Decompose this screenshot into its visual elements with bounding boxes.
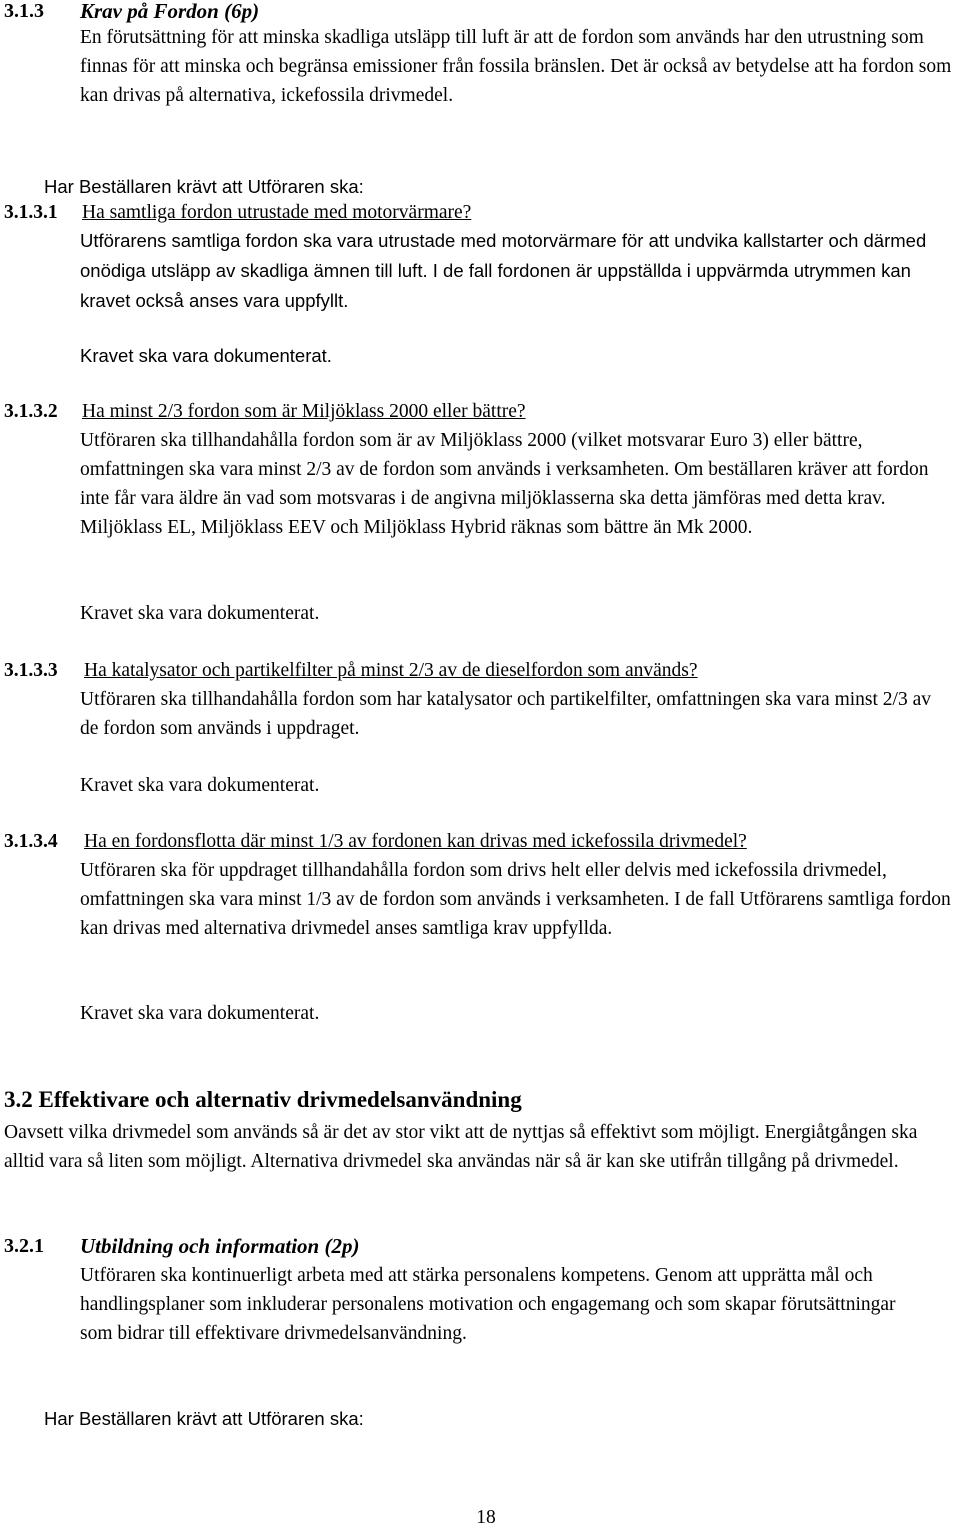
requirement-title: Ha en fordonsflotta där minst 1/3 av fordonen kan drivas med ickefossila drivmedel? [84, 831, 747, 852]
requirement-body: Utföraren ska tillhandahålla fordon som har katalysator och partikelfilter, omfattningen ska vara minst 2/3 av de fordon som används i uppdraget. [80, 689, 931, 739]
requirement-note: Kravet ska vara dokumenterat. [80, 603, 320, 624]
section-title: Krav på Fordon (6p) [80, 0, 260, 23]
requirement-title: Ha samtliga fordon utrustade med motorvärmare? [82, 202, 472, 223]
section-number: 3.2 [4, 1087, 33, 1112]
requirement-note: Kravet ska vara dokumenterat. [80, 345, 332, 366]
requirement-number: 3.1.3.3 [4, 660, 58, 681]
requirement-note: Kravet ska vara dokumenterat. [80, 775, 320, 796]
section-title: Utbildning och information (2p) [80, 1234, 360, 1258]
page-number: 18 [476, 1507, 496, 1528]
requirement-body: Utförarens samtliga fordon ska vara utrustade med motorvärmare för att undvika kallstarter och därmed onödiga utsläpp av skadliga ämnen till luft. I de fall fordonen är uppställda i uppvärmda utrymmen kan kravet också anses vara uppfyllt. [80, 230, 927, 311]
requirement-heading [4, 198, 472, 227]
requirement-body: Utföraren ska tillhandahålla fordon som är av Miljöklass 2000 (vilket motsvarar Euro 3) eller bättre, omfattningen ska vara minst 2/3 av de fordon som används i verksamheten. Om beställaren kräver att fordon inte får vara äldre än vad som motsvaras i de angivna miljöklasserna ska detta jämföras med detta krav. Miljöklass EL, Miljöklass EEV och Miljöklass Hybrid räknas som bättre än Mk 2000. [80, 430, 929, 538]
section-heading-3-1-3 [4, 0, 260, 26]
requirement-heading [4, 827, 747, 856]
requirement-number: 3.1.3.1 [4, 202, 58, 223]
requirement-title: Ha minst 2/3 fordon som är Miljöklass 2000 eller bättre? [82, 401, 526, 422]
requirement-lead: Har Beställaren krävt att Utföraren ska: [44, 176, 364, 197]
section-body: Oavsett vilka drivmedel som används så är det av stor vikt att de nyttjas så effektivt som möjligt. Energiåtgången ska alltid vara så liten som möjligt. Alternativa drivmedel ska användas när så är kan ske utifrån tillgång på drivmedel. [4, 1122, 918, 1172]
section-number: 3.1.3 [4, 0, 44, 22]
requirement-title: Ha katalysator och partikelfilter på minst 2/3 av de dieselfordon som används? [84, 660, 698, 681]
requirement-body: Utföraren ska för uppdraget tillhandahålla fordon som drivs helt eller delvis med ickefossila drivmedel, omfattningen ska vara minst 1/3 av de fordon som används i verksamheten. I de fall Utförarens samtliga fordon kan drivas med alternativa drivmedel anses samtliga krav uppfyllda. [80, 860, 951, 939]
section-body: Utföraren ska kontinuerligt arbeta med att stärka personalens kompetens. Genom att upprätta mål och handlingsplaner som inkluderar personalens motivation och engagemang och som skapar förutsättningar som bidrar till effektivare drivmedelsanvändning. [80, 1265, 896, 1344]
requirement-number: 3.1.3.4 [4, 831, 58, 852]
section-title: Effektivare och alternativ drivmedelsanvändning [38, 1087, 522, 1112]
requirement-heading [4, 656, 698, 685]
requirement-lead: Har Beställaren krävt att Utföraren ska: [44, 1408, 364, 1429]
section-number: 3.2.1 [4, 1235, 44, 1257]
section-intro: En förutsättning för att minska skadliga utsläpp till luft är att de fordon som används har den utrustning som finnas för att minska och begränsa emissioner från fossila bränslen. Det är också av betydelse att ha fordon som kan drivas på alternativa, ickefossila drivmedel. [80, 27, 952, 106]
requirement-note: Kravet ska vara dokumenterat. [80, 1003, 320, 1024]
requirement-number: 3.1.3.2 [4, 401, 58, 422]
requirement-heading [4, 397, 526, 426]
section-heading-3-2-1 [4, 1232, 360, 1261]
section-heading-3-2 [4, 1085, 522, 1114]
